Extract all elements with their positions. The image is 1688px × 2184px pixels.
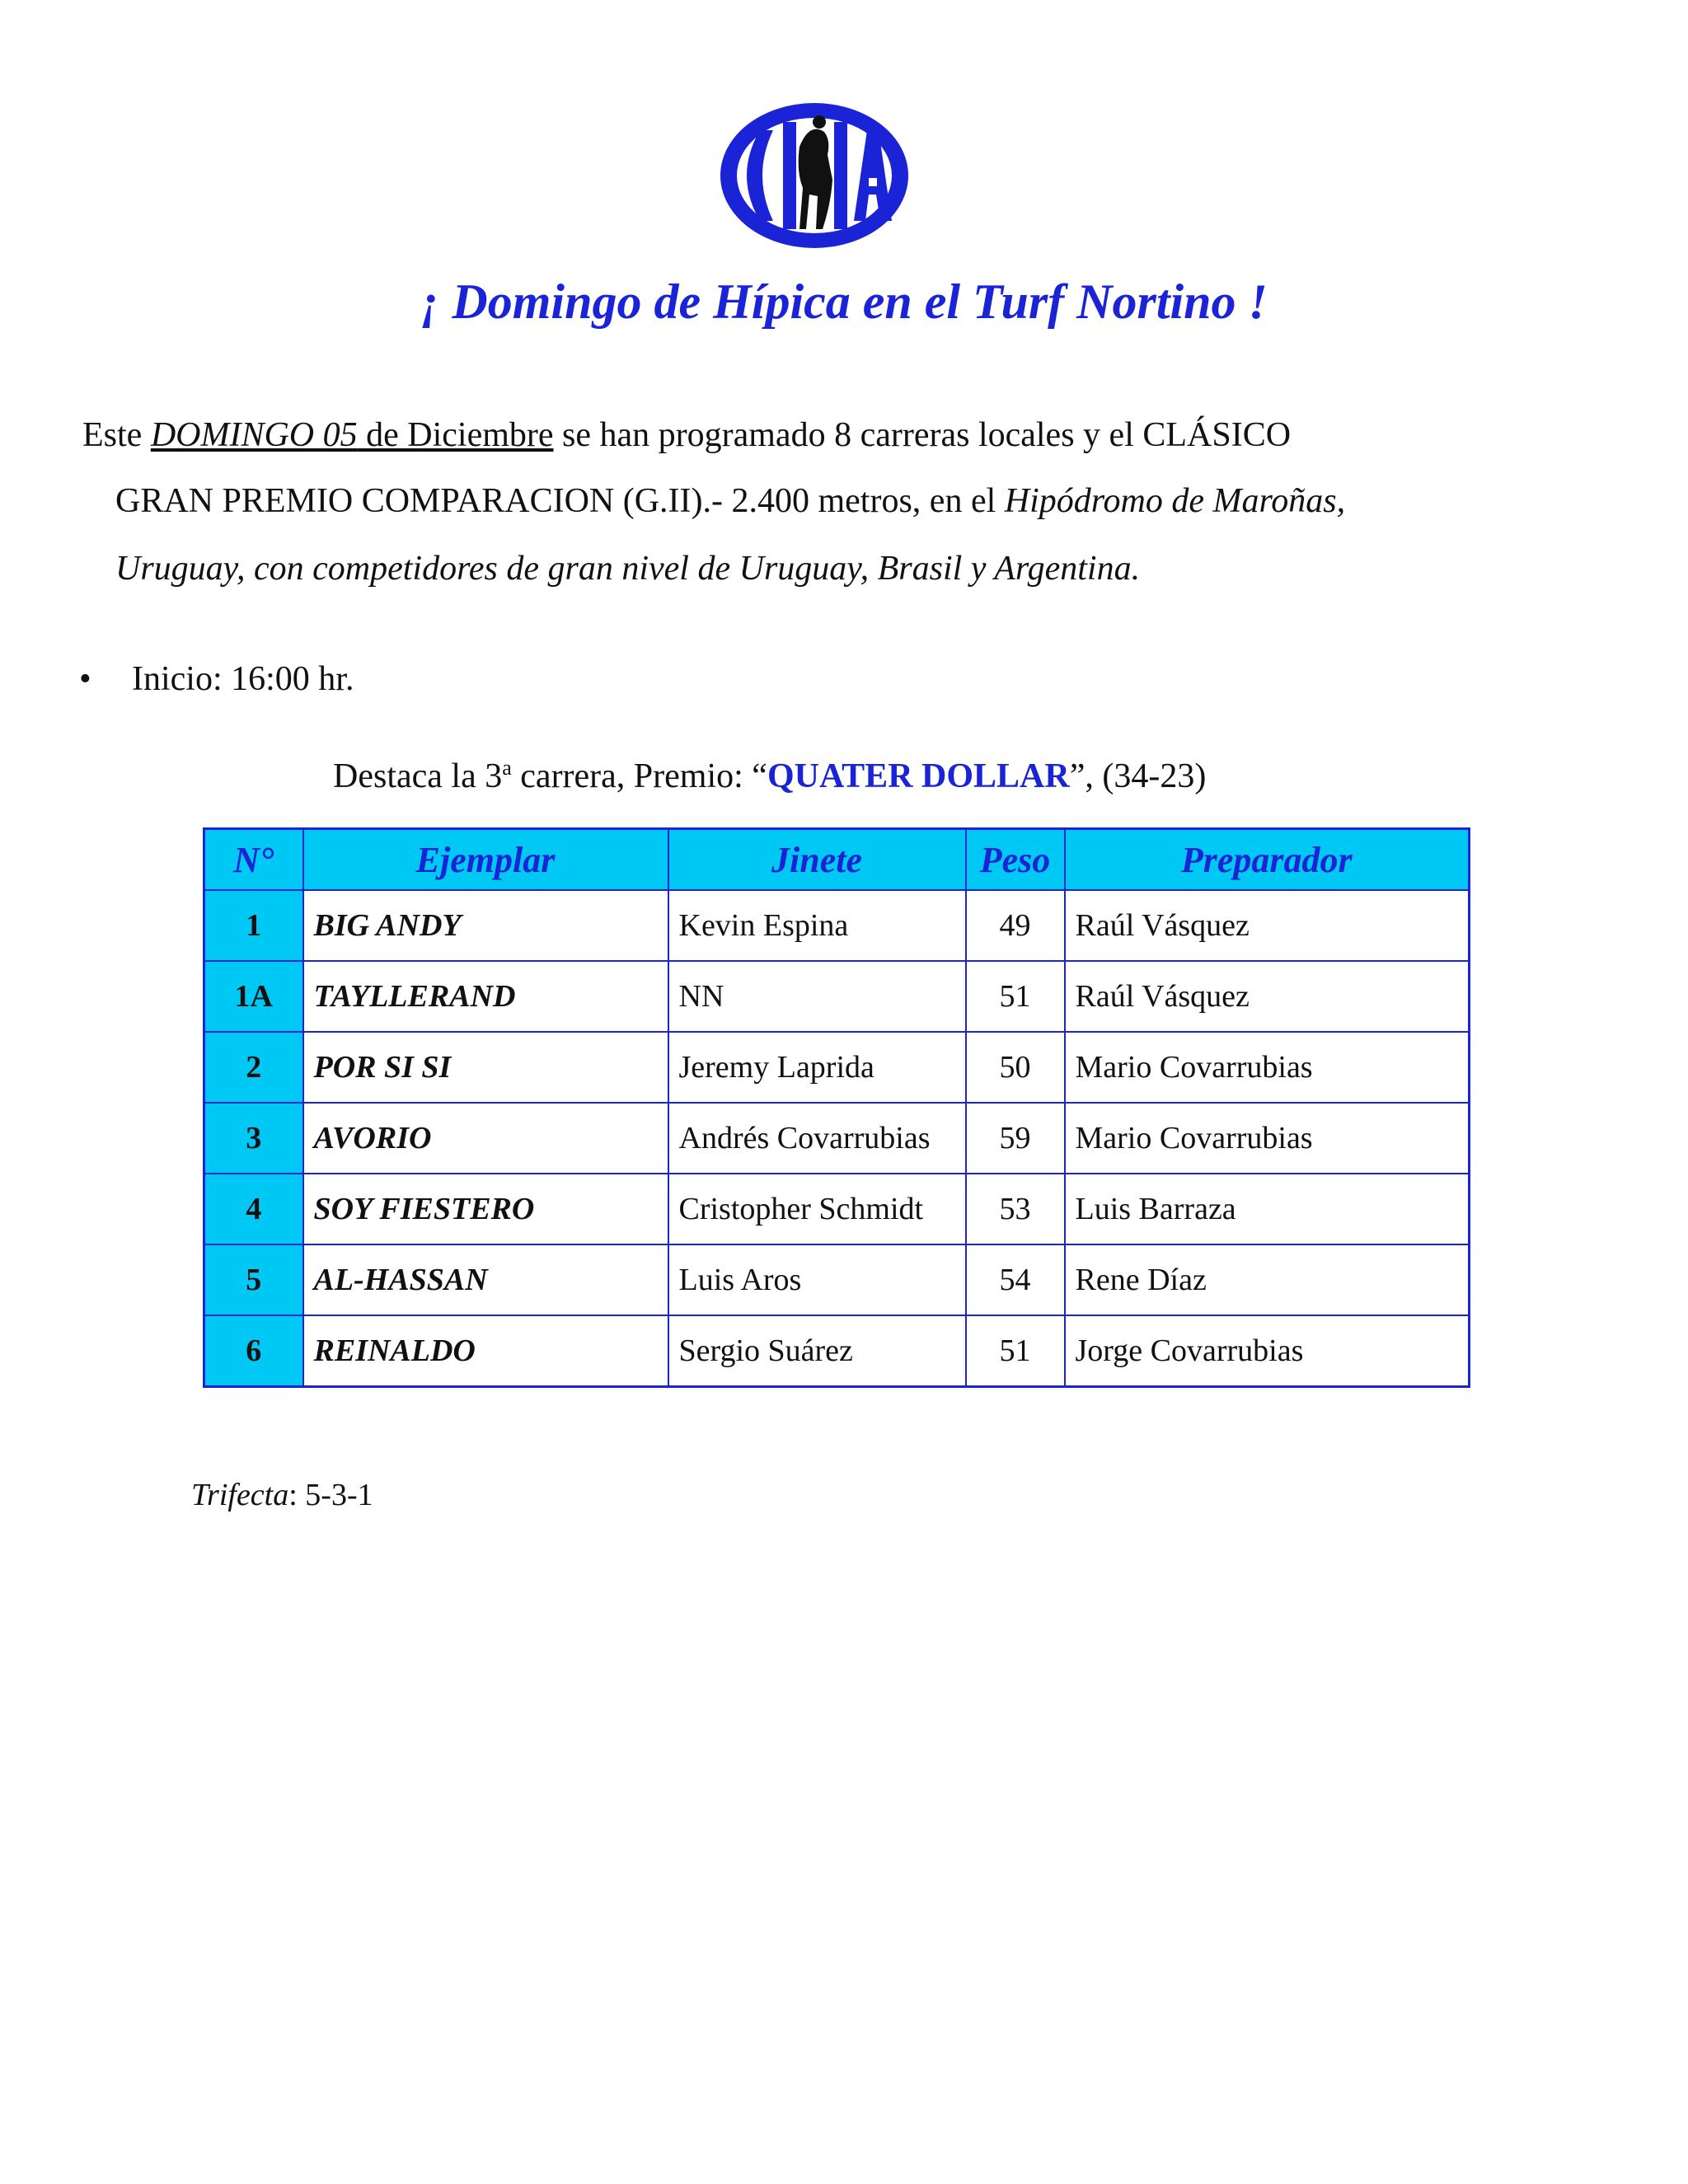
page-title: ¡ Domingo de Hípica en el Turf Nortino ! <box>420 274 1268 329</box>
intro-line-3: Uruguay, con competidores de gran nivel de Uruguay, Brasil y Argentina. <box>115 550 1141 588</box>
cha-logo <box>717 97 912 254</box>
trifecta-label: Trifecta <box>191 1478 289 1512</box>
table-row: 1A TAYLLERAND NN 51 Raúl Vásquez <box>204 961 1470 1032</box>
table-row: 4 SOY FIESTERO Cristopher Schmidt 53 Luis Barraza <box>204 1174 1470 1244</box>
header-trainer: Preparador <box>1065 829 1470 891</box>
trifecta-result <box>191 1475 373 1515</box>
start-time-item: • Inicio: 16:00 hr. <box>79 658 354 701</box>
header-number: N° <box>204 829 303 891</box>
bullet-icon: • <box>79 660 91 698</box>
header-weight: Peso <box>966 829 1065 891</box>
header-jockey: Jinete <box>668 829 966 891</box>
featured-race: Destaca la 3$^a$ carrera, Premio: “QUATER DOLLAR”, (34-23) <box>333 756 1207 795</box>
table-row: 5 AL-HASSAN Luis Aros 54 Rene Díaz <box>204 1244 1470 1315</box>
intro-line-2: GRAN PREMIO COMPARACION (G.II).- 2.400 metros, en el Hipódromo de Maroñas, <box>115 482 1346 520</box>
race-name: QUATER DOLLAR <box>767 757 1070 795</box>
header-horse: Ejemplar <box>303 829 668 891</box>
date-highlight: DOMINGO 05 <box>150 416 358 454</box>
table-row: 1 BIG ANDY Kevin Espina 49 Raúl Vásquez <box>204 890 1470 961</box>
table-row: 6 REINALDO Sergio Suárez 51 Jorge Covarrubias <box>204 1315 1470 1387</box>
month-highlight: de Diciembre <box>357 416 554 454</box>
trifecta-value: : 5-3-1 <box>288 1478 373 1512</box>
table-header-row <box>204 829 1470 891</box>
table-row: 2 POR SI SI Jeremy Laprida 50 Mario Covarrubias <box>204 1032 1470 1103</box>
table-row: 3 AVORIO Andrés Covarrubias 59 Mario Covarrubias <box>204 1103 1470 1174</box>
entries-table <box>203 827 1470 1388</box>
intro-line-1: Este DOMINGO 05 de Diciembre se han programado 8 carreras locales y el CLÁSICO <box>82 416 1292 454</box>
